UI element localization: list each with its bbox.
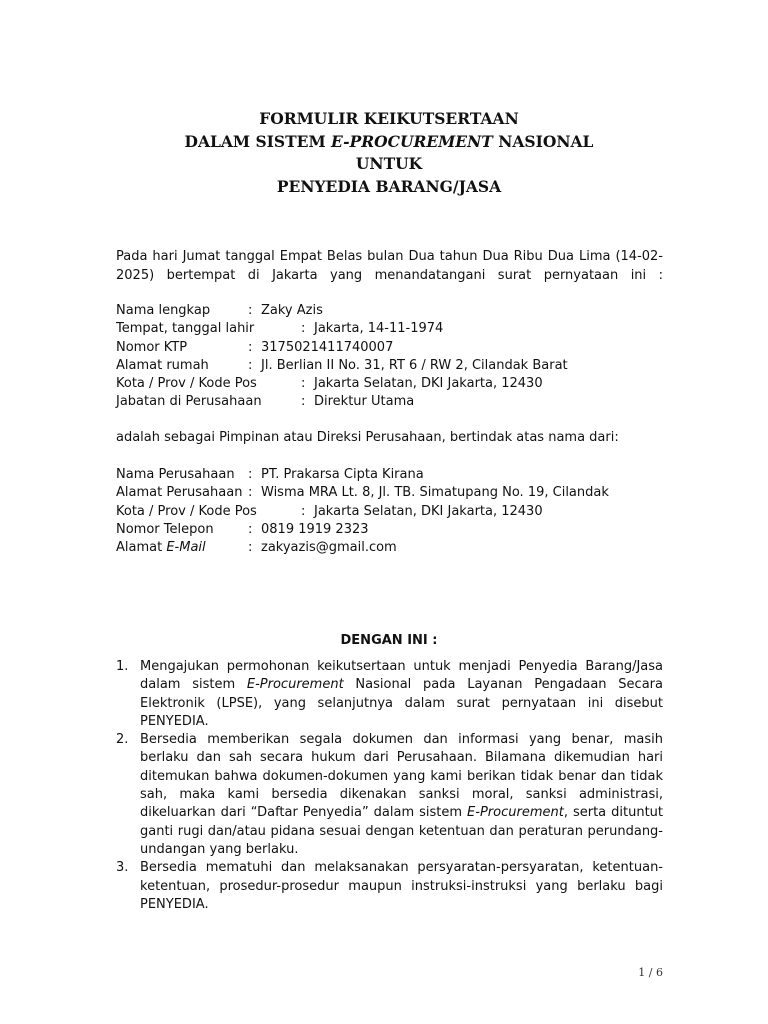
person-row: Nomor KTP : 3175021411740007 bbox=[116, 339, 394, 355]
person-details bbox=[116, 302, 676, 412]
statement-list bbox=[116, 658, 663, 914]
list-item: 3. Bersedia mematuhi dan melaksanakan persyaratan-persyaratan, ketentuan-ketentuan, prosedur-prosedur maupun instruksi-instruksi yang berlaku bagi PENYEDIA. bbox=[116, 860, 663, 912]
title-line-2: DALAM SISTEM E-PROCUREMENT NASIONAL bbox=[184, 131, 594, 151]
document-title bbox=[0, 108, 768, 198]
title-line-1: FORMULIR KEIKUTSERTAAN bbox=[259, 109, 519, 128]
company-row: Nomor Telepon : 0819 1919 2323 bbox=[116, 521, 369, 537]
list-item: 2. Bersedia memberikan segala dokumen dan informasi yang benar, masih berlaku dan sah secara hukum dari Perusahaan. Bilamana dikemudian hari ditemukan bahwa dokumen-dokumen yang kami berikan tidak benar dan tidak sah, maka kami bersedia dikenakan sanksi moral, sanksi administrasi, dikeluarkan dari “Daftar Penyedia” dalam sistem E-Procurement, serta dituntut ganti rugi dan/atau pidana sesuai dengan ketentuan dan peraturan perundang-undangan yang berlaku. bbox=[116, 732, 663, 857]
person-row: Jabatan di Perusahaan : Direktur Utama bbox=[116, 394, 415, 410]
middle-paragraph: adalah sebagai Pimpinan atau Direksi Perusahaan, bertindak atas nama dari: bbox=[116, 430, 619, 445]
person-row: Nama lengkap : Zaky Azis bbox=[116, 303, 323, 318]
person-row: Kota / Prov / Kode Pos : Jakarta Selatan, DKI Jakarta, 12430 bbox=[116, 376, 543, 392]
company-row: Alamat E-Mail : zakyazis@gmail.com bbox=[116, 540, 397, 556]
title-line-4: PENYEDIA BARANG/JASA bbox=[276, 176, 502, 196]
company-details bbox=[116, 466, 676, 557]
intro-paragraph: Pada hari Jumat tanggal Empat Belas bulan Dua tahun Dua Ribu Dua Lima (14-02-2025) bertempat di Jakarta yang menandatangani surat pernyataan ini : bbox=[116, 249, 663, 283]
list-item: 1. Mengajukan permohonan keikutsertaan untuk menjadi Penyedia Barang/Jasa dalam sistem E-Procurement Nasional pada Layanan Pengadaan Secara Elektronik (LPSE), yang selanjutnya dalam surat pernyataan ini disebut PENYEDIA. bbox=[116, 659, 663, 729]
section-heading: DENGAN INI : bbox=[340, 633, 438, 648]
title-line-3: UNTUK bbox=[355, 154, 423, 173]
person-row: Alamat rumah : Jl. Berlian II No. 31, RT 6 / RW 2, Cilandak Barat bbox=[116, 357, 568, 373]
person-row: Tempat, tanggal lahir : Jakarta, 14-11-1974 bbox=[116, 321, 444, 337]
page-number: 1 / 6 bbox=[638, 966, 663, 979]
company-row: Kota / Prov / Kode Pos : Jakarta Selatan, DKI Jakarta, 12430 bbox=[116, 503, 543, 519]
company-row: Alamat Perusahaan : Wisma MRA Lt. 8, Jl. TB. Simatupang No. 19, Cilandak bbox=[116, 485, 609, 501]
company-row: Nama Perusahaan : PT. Prakarsa Cipta Kirana bbox=[116, 467, 424, 482]
